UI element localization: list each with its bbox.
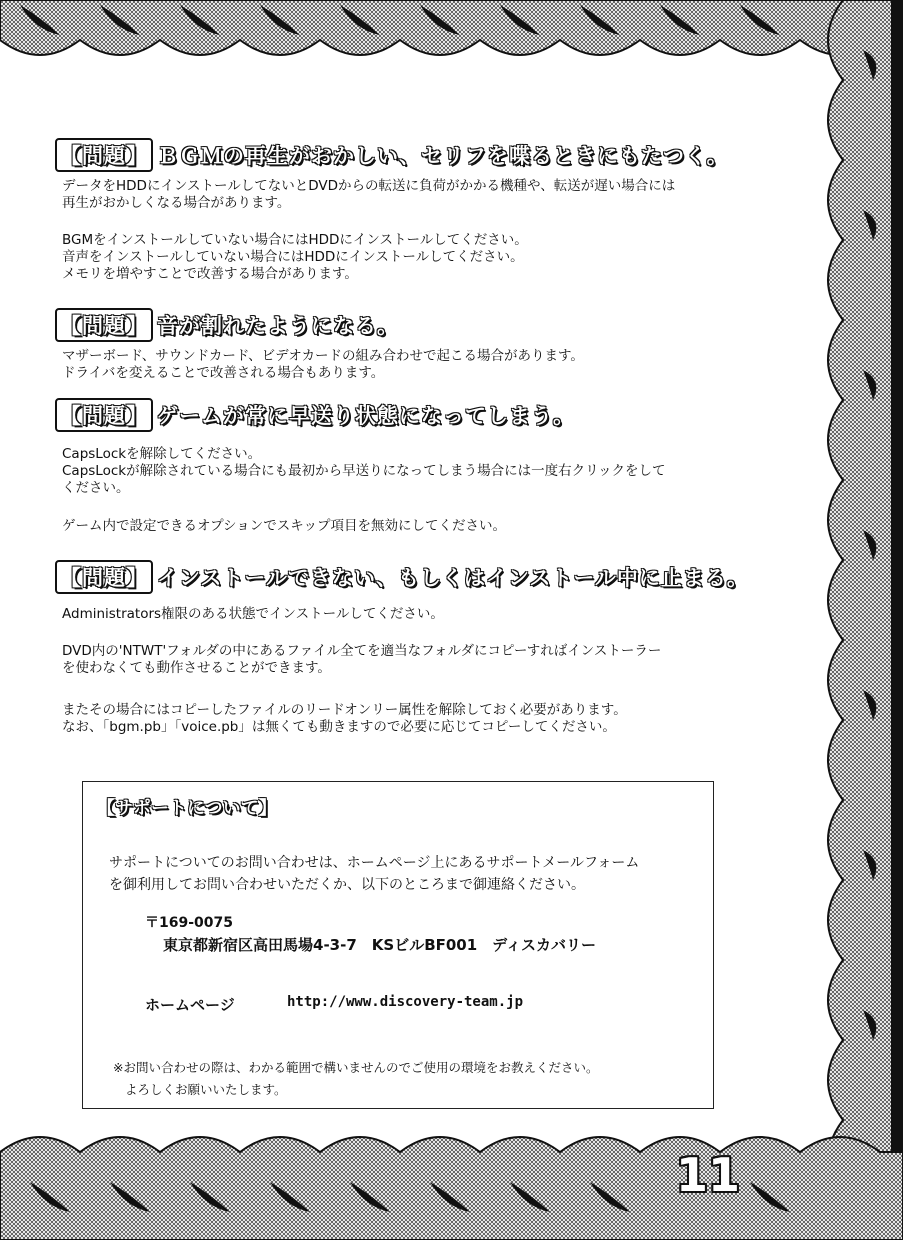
text-line: ドライバを変えることで改善される場合もあります。 bbox=[62, 365, 385, 381]
postal-code: 〒169-0075 bbox=[145, 915, 233, 931]
text-line: ください。 bbox=[62, 480, 130, 496]
text-line: マザーボード、サウンドカード、ビデオカードの組み合わせで起こる場合があります。 bbox=[62, 348, 584, 364]
heading-text: 音が割れたようになる。 bbox=[157, 314, 399, 338]
section-heading bbox=[55, 138, 729, 172]
support-title: 【サポートについて】 bbox=[97, 798, 277, 819]
heading-text: ゲームが常に早送り状態になってしまう。 bbox=[157, 404, 575, 428]
paragraph bbox=[62, 518, 506, 535]
paragraph bbox=[62, 702, 627, 736]
support-intro-line: サポートについてのお問い合わせは、ホームページ上にあるサポートメールフォーム bbox=[109, 855, 640, 871]
support-box bbox=[82, 781, 714, 1109]
heading-text: ＢＧＭの再生がおかしい、セリフを喋るときにもたつく。 bbox=[157, 144, 729, 168]
text-line: またその場合にはコピーしたファイルのリードオンリー属性を解除しておく必要があります。 bbox=[62, 702, 627, 718]
homepage-label: ホームページ bbox=[145, 996, 235, 1014]
homepage-url[interactable]: http://www.discovery-team.jp bbox=[287, 994, 524, 1010]
text-line: CapsLockが解除されている場合にも最初から早送りになってしまう場合には一度右クリックをして bbox=[62, 463, 666, 479]
page-number: 11 bbox=[676, 1148, 741, 1202]
text-line: 再生がおかしくなる場合があります。 bbox=[62, 195, 291, 211]
heading-tag: 【問題】 bbox=[55, 308, 153, 342]
paragraph bbox=[62, 446, 666, 497]
text-line: メモリを増やすことで改善する場合があります。 bbox=[62, 266, 358, 282]
text-line: データをHDDにインストールしてないとDVDからの転送に負荷がかかる機種や、転送が遅い場合には bbox=[62, 178, 676, 194]
text-line: DVD内の'NTWT'フォルダの中にあるファイル全てを適当なフォルダにコピーすればインストーラー bbox=[62, 643, 662, 659]
heading-tag: 【問題】 bbox=[55, 560, 153, 594]
section-heading bbox=[55, 308, 399, 342]
text-line: なお、「bgm.pb」「voice.pb」は無くても動きますので必要に応じてコピーしてください。 bbox=[62, 719, 616, 735]
paragraph bbox=[62, 348, 584, 382]
text-line: ゲーム内で設定できるオプションでスキップ項目を無効にしてください。 bbox=[62, 518, 507, 534]
support-note: ※お問い合わせの際は、わかる範囲で構いませんのでご使用の環境をお教えください。 bbox=[113, 1060, 599, 1075]
heading-text: インストールできない、もしくはインストール中に止まる。 bbox=[157, 566, 749, 590]
text-line: Administrators権限のある状態でインストールしてください。 bbox=[62, 606, 444, 622]
lace-frame-bottom bbox=[0, 1122, 903, 1240]
address: 東京都新宿区高田馬場4-3-7 KSビルBF001 ディスカバリー bbox=[163, 936, 596, 954]
text-line: 音声をインストールしていない場合にはHDDにインストールしてください。 bbox=[62, 249, 524, 265]
section-heading bbox=[55, 398, 575, 432]
paragraph bbox=[62, 232, 528, 283]
heading-tag: 【問題】 bbox=[55, 398, 153, 432]
paragraph bbox=[62, 178, 675, 212]
support-note: よろしくお願いいたします。 bbox=[125, 1082, 287, 1097]
text-line: BGMをインストールしていない場合にはHDDにインストールしてください。 bbox=[62, 232, 528, 248]
lace-frame-right bbox=[753, 0, 903, 1240]
text-line: を使わなくても動作させることができます。 bbox=[62, 660, 331, 676]
paragraph bbox=[62, 643, 661, 677]
support-intro-line: を御利用してお問い合わせいただくか、以下のところまで御連絡ください。 bbox=[109, 877, 585, 893]
heading-tag: 【問題】 bbox=[55, 138, 153, 172]
section-heading bbox=[55, 560, 749, 594]
paragraph bbox=[62, 606, 444, 623]
text-line: CapsLockを解除してください。 bbox=[62, 446, 262, 462]
